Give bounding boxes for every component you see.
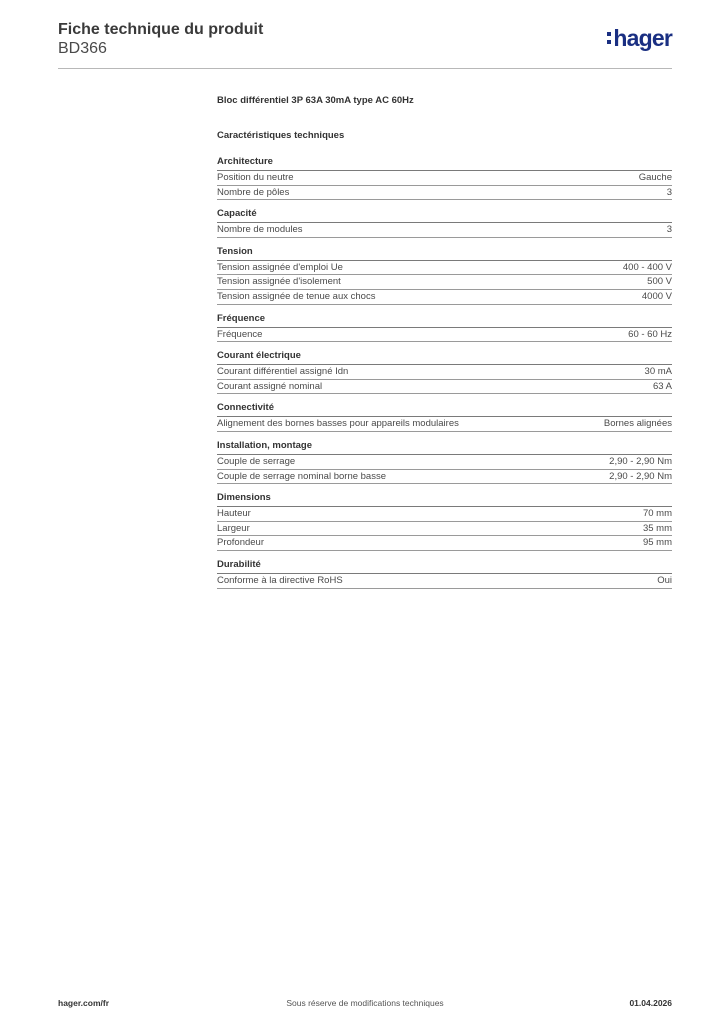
spec-section [217, 492, 672, 551]
spec-row [217, 507, 672, 522]
footer-website: hager.com/fr [58, 998, 110, 1008]
spec-label: Conforme à la directive RoHS [217, 574, 343, 586]
spec-row [217, 171, 672, 186]
spec-row [217, 536, 672, 551]
spec-label: Couple de serrage nominal borne basse [217, 470, 386, 482]
product-reference: BD366 [58, 40, 107, 57]
header-divider [58, 68, 672, 69]
section-title: Installation, montage [217, 440, 672, 455]
spec-row [217, 574, 672, 589]
footer-date: 01.04.2026 [629, 998, 672, 1008]
section-title: Capacité [217, 208, 672, 223]
spec-label: Position du neutre [217, 172, 294, 183]
spec-label: Fréquence [217, 328, 263, 340]
spec-row [217, 223, 672, 238]
spec-row [217, 275, 672, 290]
spec-label: Courant différentiel assigné Idn [217, 366, 349, 378]
spec-label: Nombre de pôles [217, 186, 290, 198]
spec-value: 63 A [652, 380, 672, 392]
page-header [58, 20, 672, 58]
spec-row [217, 380, 672, 395]
section-title: Dimensions [217, 492, 672, 507]
hager-logo [607, 26, 672, 50]
spec-label: Couple de serrage [217, 455, 296, 467]
spec-value: 3 [666, 224, 672, 236]
spec-content [217, 95, 672, 597]
spec-section [217, 156, 672, 200]
spec-row [217, 470, 672, 485]
spec-label: Tension assignée de tenue aux chocs [217, 290, 376, 302]
spec-value: 500 V [647, 276, 672, 288]
spec-row [217, 261, 672, 276]
spec-row [217, 522, 672, 537]
spec-value: Gauche [638, 172, 672, 183]
spec-label: Hauteur [217, 508, 251, 520]
spec-value: 30 mA [644, 366, 672, 378]
spec-section [217, 313, 672, 343]
spec-label: Tension assignée d'isolement [217, 276, 341, 288]
spec-value: 60 - 60 Hz [628, 328, 672, 340]
section-title: Connectivité [217, 402, 672, 417]
spec-row [217, 328, 672, 343]
spec-label: Profondeur [217, 537, 265, 549]
footer-disclaimer: Sous réserve de modifications techniques [286, 998, 444, 1008]
spec-row [217, 290, 672, 305]
spec-section [217, 559, 672, 589]
spec-row [217, 417, 672, 432]
spec-label: Courant assigné nominal [217, 380, 323, 392]
spec-row [217, 186, 672, 201]
product-description: Bloc différentiel 3P 63A 30mA type AC 60Hz [217, 95, 414, 106]
section-title: Architecture [217, 156, 672, 171]
section-title: Tension [217, 246, 672, 261]
logo-text: hager [613, 25, 672, 51]
spec-label: Tension assignée d'emploi Ue [217, 261, 343, 273]
spec-label: Nombre de modules [217, 224, 303, 236]
spec-section [217, 246, 672, 305]
logo-dots-icon [607, 32, 611, 44]
spec-section [217, 208, 672, 238]
spec-value: 2,90 - 2,90 Nm [609, 455, 672, 467]
spec-value: 70 mm [642, 508, 672, 520]
section-title: Courant électrique [217, 350, 672, 365]
spec-value: 400 - 400 V [622, 261, 672, 273]
spec-label: Alignement des bornes basses pour appareils modulaires [217, 418, 459, 430]
spec-row [217, 455, 672, 470]
spec-section [217, 402, 672, 432]
spec-value: 95 mm [642, 537, 672, 549]
spec-value: Bornes alignées [603, 418, 672, 430]
spec-row [217, 365, 672, 380]
spec-value: Oui [657, 574, 672, 586]
spec-section [217, 350, 672, 394]
section-title: Durabilité [217, 559, 672, 574]
spec-value: 35 mm [642, 522, 672, 534]
section-title: Fréquence [217, 313, 672, 328]
page-title: Fiche technique du produit [58, 21, 264, 38]
spec-value: 3 [666, 186, 672, 198]
spec-value: 2,90 - 2,90 Nm [609, 470, 672, 482]
spec-sections [217, 156, 672, 589]
spec-label: Largeur [217, 522, 250, 534]
spec-section [217, 440, 672, 484]
specs-heading: Caractéristiques techniques [217, 130, 345, 141]
spec-value: 4000 V [641, 290, 672, 302]
